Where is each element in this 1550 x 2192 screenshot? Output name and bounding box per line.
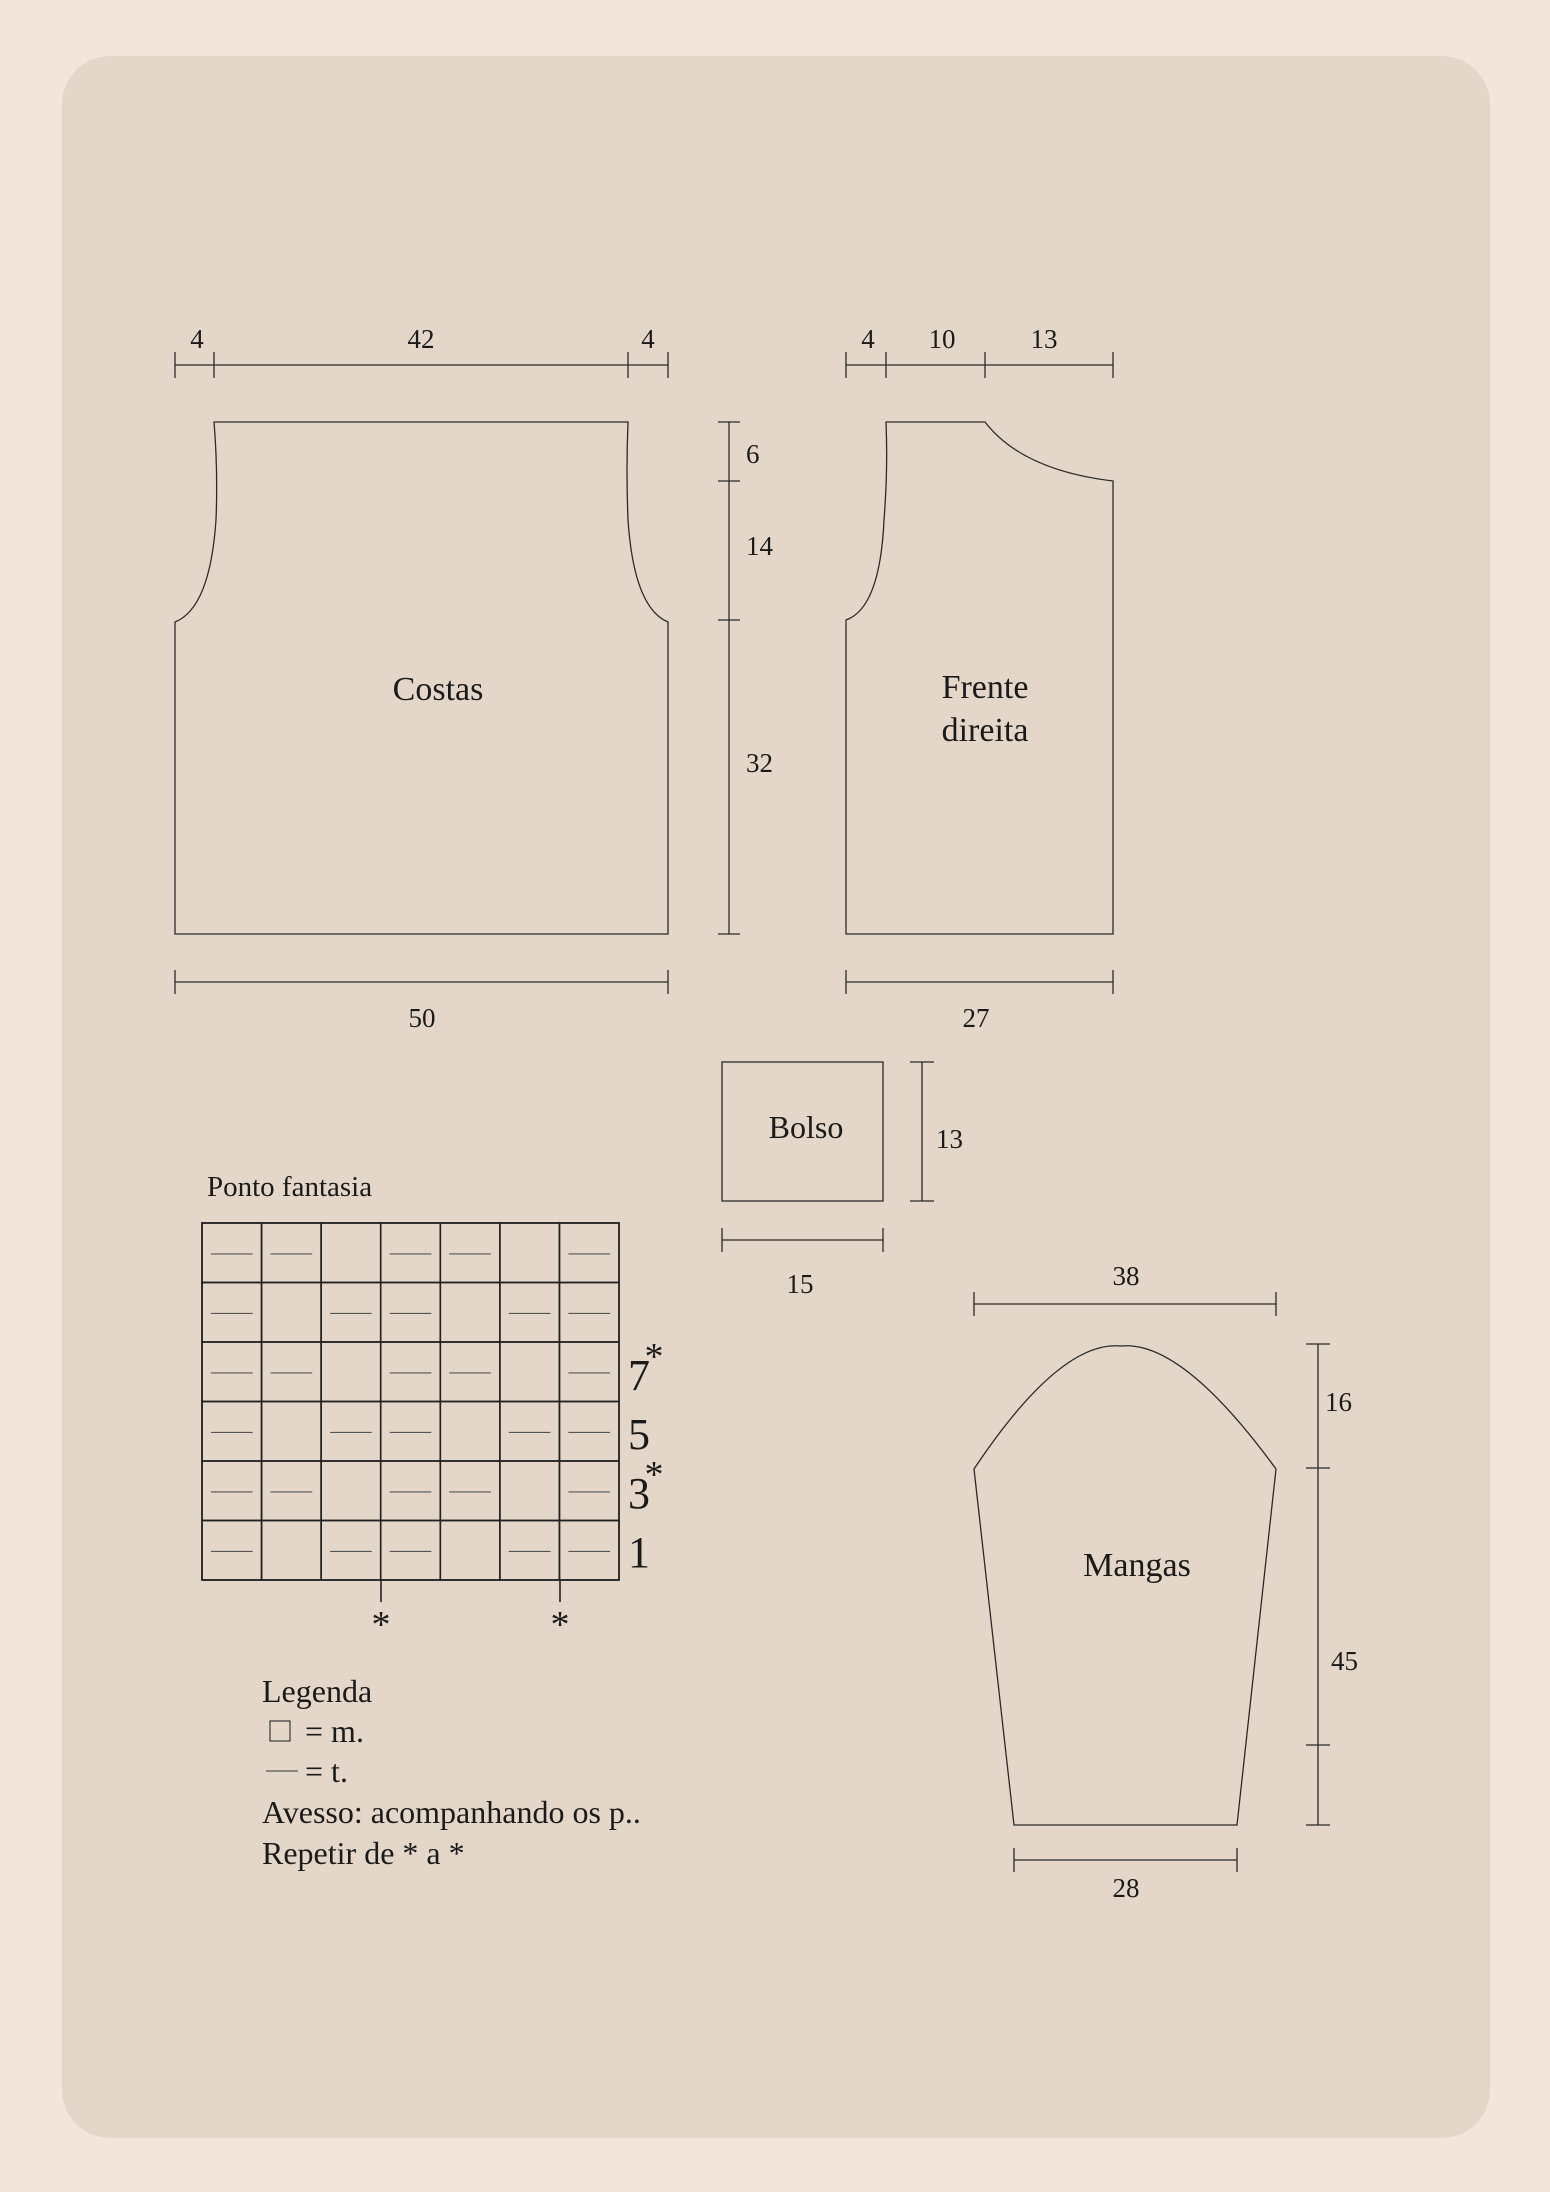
chart-cell (202, 1342, 262, 1402)
chart-cell (321, 1223, 381, 1283)
chart-cell (440, 1223, 500, 1283)
frente-dim-bottom: 27 (962, 1003, 990, 1033)
mangas-piece (974, 1261, 1358, 1903)
chart-cell (381, 1461, 441, 1521)
chart-cell (321, 1461, 381, 1521)
chart-cell (559, 1461, 619, 1521)
bolso-piece (722, 1062, 963, 1299)
chart-cell (381, 1283, 441, 1343)
chart-cell (321, 1283, 381, 1343)
chart-cell (559, 1283, 619, 1343)
chart-cell (321, 1402, 381, 1462)
mangas-label: Mangas (1083, 1547, 1191, 1584)
chart-cell (440, 1283, 500, 1343)
chart-cell (500, 1283, 560, 1343)
stitch-chart (202, 1171, 664, 1646)
row-number-5: 5 (628, 1410, 650, 1459)
legend-line-avesso: Avesso: acompanhando os p.. (262, 1794, 641, 1830)
height-dim-32: 32 (746, 748, 773, 778)
chart-cell (381, 1521, 441, 1581)
frente-piece (846, 422, 1113, 934)
legend-line-repetir: Repetir de * a * (262, 1835, 465, 1871)
legend-square-symbol (270, 1721, 290, 1741)
legend-title: Legenda (262, 1673, 373, 1709)
frente-dim-13: 13 (1030, 324, 1058, 354)
frente-label-line2: direita (941, 712, 1029, 749)
frente-label-line1: Frente (941, 669, 1029, 706)
chart-cell (262, 1521, 322, 1581)
chart-cell (559, 1223, 619, 1283)
chart-cell (381, 1342, 441, 1402)
chart-cell (500, 1223, 560, 1283)
chart-cell (500, 1521, 560, 1581)
chart-cell (202, 1283, 262, 1343)
mangas-dim-16: 16 (1325, 1387, 1352, 1417)
bolso-dim-height: 13 (936, 1124, 963, 1154)
chart-cell (321, 1342, 381, 1402)
costas-label: Costas (392, 671, 484, 708)
frente-dim-10: 10 (928, 324, 956, 354)
chart-cell (559, 1402, 619, 1462)
repeat-mark-row7: * (644, 1336, 664, 1378)
chart-cell (440, 1461, 500, 1521)
row-number-7: 7 (628, 1351, 650, 1400)
chart-title: Ponto fantasia (207, 1171, 373, 1203)
chart-cell (381, 1223, 441, 1283)
mangas-dim-top: 38 (1112, 1261, 1140, 1291)
mangas-dim-45: 45 (1331, 1646, 1358, 1676)
chart-cell (202, 1402, 262, 1462)
costas-top-dimension (175, 324, 668, 378)
height-dim-14: 14 (746, 531, 773, 561)
mangas-dim-bottom: 28 (1112, 1873, 1140, 1903)
chart-cell (440, 1402, 500, 1462)
frente-bottom-dimension (846, 970, 1113, 1033)
chart-cell (262, 1402, 322, 1462)
chart-cell (262, 1223, 322, 1283)
chart-cell (202, 1461, 262, 1521)
repeat-mark-row3: * (644, 1454, 664, 1496)
mangas-outline (974, 1346, 1276, 1825)
chart-cell (500, 1461, 560, 1521)
costas-bottom-dimension (175, 970, 668, 1033)
body-height-dimension (718, 422, 774, 934)
chart-cell (202, 1223, 262, 1283)
bolso-label: Bolso (768, 1109, 844, 1145)
chart-cell (321, 1521, 381, 1581)
chart-cell (559, 1342, 619, 1402)
row-number-1: 1 (628, 1528, 650, 1577)
chart-cell (559, 1521, 619, 1581)
costas-dim-left: 4 (190, 324, 204, 354)
costas-piece (175, 422, 668, 934)
chart-cell (500, 1342, 560, 1402)
frente-dim-4: 4 (861, 324, 875, 354)
chart-cell (440, 1521, 500, 1581)
chart-cell (202, 1521, 262, 1581)
chart-cell (381, 1402, 441, 1462)
chart-cell (262, 1461, 322, 1521)
height-dim-6: 6 (746, 439, 760, 469)
frente-top-dimension (846, 324, 1113, 378)
chart-cell (440, 1342, 500, 1402)
repeat-mark-right: * (550, 1604, 570, 1646)
repeat-mark-left: * (371, 1604, 391, 1646)
chart-cell (500, 1402, 560, 1462)
row-number-3: 3 (628, 1469, 650, 1518)
chart-cells (202, 1223, 619, 1580)
legend-item-m: = m. (305, 1713, 364, 1749)
costas-dim-right: 4 (641, 324, 655, 354)
chart-cell (262, 1283, 322, 1343)
costas-dim-bottom: 50 (408, 1003, 436, 1033)
legend (262, 1673, 641, 1871)
bolso-dim-width: 15 (786, 1269, 814, 1299)
legend-item-t: = t. (305, 1753, 348, 1789)
chart-cell (262, 1342, 322, 1402)
costas-dim-center: 42 (407, 324, 435, 354)
